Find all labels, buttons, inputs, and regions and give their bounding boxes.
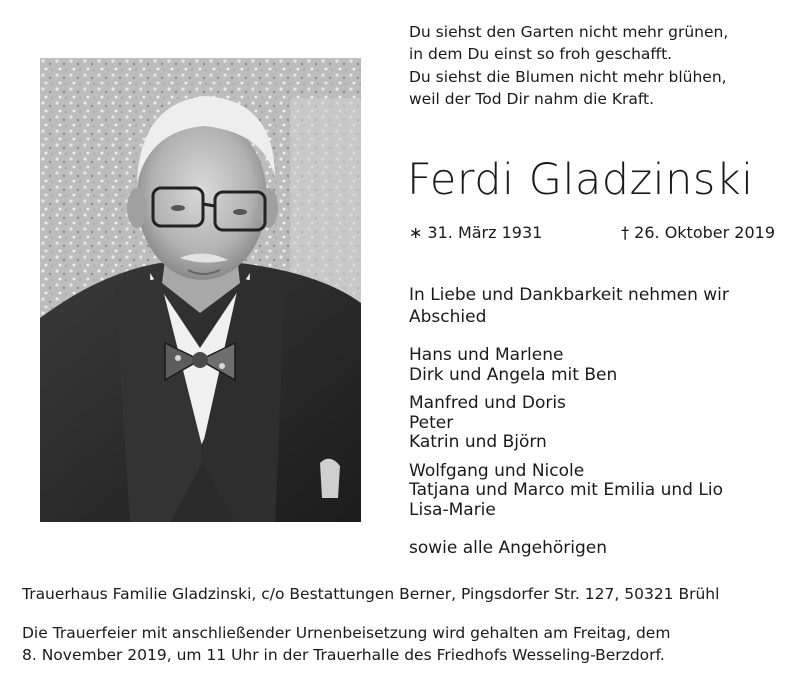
- poem-line: Du siehst den Garten nicht mehr grünen,: [409, 23, 729, 41]
- mourner-group: [409, 346, 794, 385]
- mourner-line: Lisa-Marie: [409, 499, 496, 520]
- mourner-line: Hans und Marlene: [409, 345, 564, 365]
- portrait-photo: [40, 58, 361, 522]
- ceremony-line: 8. November 2019, um 11 Uhr in der Trauerhalle des Friedhofs Wesseling-Berzdorf.: [22, 646, 665, 664]
- mourner-group: [409, 462, 794, 521]
- poem-line: Du siehst die Blumen nicht mehr blühen,: [409, 67, 727, 86]
- ceremony-notice: [22, 622, 792, 666]
- relatives-text: sowie alle Angehörigen: [409, 538, 608, 558]
- poem-line: weil der Tod Dir nahm die Kraft.: [409, 89, 655, 108]
- birth-date: 31. März 1931: [427, 223, 543, 242]
- birth-date-block: [409, 222, 542, 244]
- mourner-line: Wolfgang und Nicole: [409, 460, 585, 481]
- memorial-poem: [409, 21, 789, 110]
- mourner-line: Peter: [409, 412, 454, 433]
- portrait-illustration: [40, 58, 361, 522]
- birth-star-icon: ∗: [409, 223, 423, 242]
- mourner-line: Katrin und Björn: [409, 432, 547, 452]
- death-date-block: [621, 222, 775, 244]
- mourner-line: Tatjana und Marco mit Emilia und Lio: [409, 480, 723, 500]
- cross-icon: †: [621, 223, 630, 242]
- mourner-line: Dirk und Angela mit Ben: [409, 364, 618, 385]
- mourners-list: [409, 346, 794, 529]
- poem-line: in dem Du einst so froh geschafft.: [409, 45, 673, 64]
- farewell-text: In Liebe und Dankbarkeit nehmen wir Abschied: [409, 285, 729, 327]
- mourning-address: Trauerhaus Familie Gladzinski, c/o Bestattungen Berner, Pingsdorfer Str. 127, 50321 Brühl: [22, 585, 720, 603]
- ceremony-line: Die Trauerfeier mit anschließender Urnenbeisetzung wird gehalten am Freitag, dem: [22, 624, 671, 642]
- death-date: 26. Oktober 2019: [634, 223, 775, 242]
- mourner-line: Manfred und Doris: [409, 393, 566, 413]
- deceased-name: Ferdi Gladzinski: [407, 155, 754, 205]
- mourner-group: [409, 394, 794, 453]
